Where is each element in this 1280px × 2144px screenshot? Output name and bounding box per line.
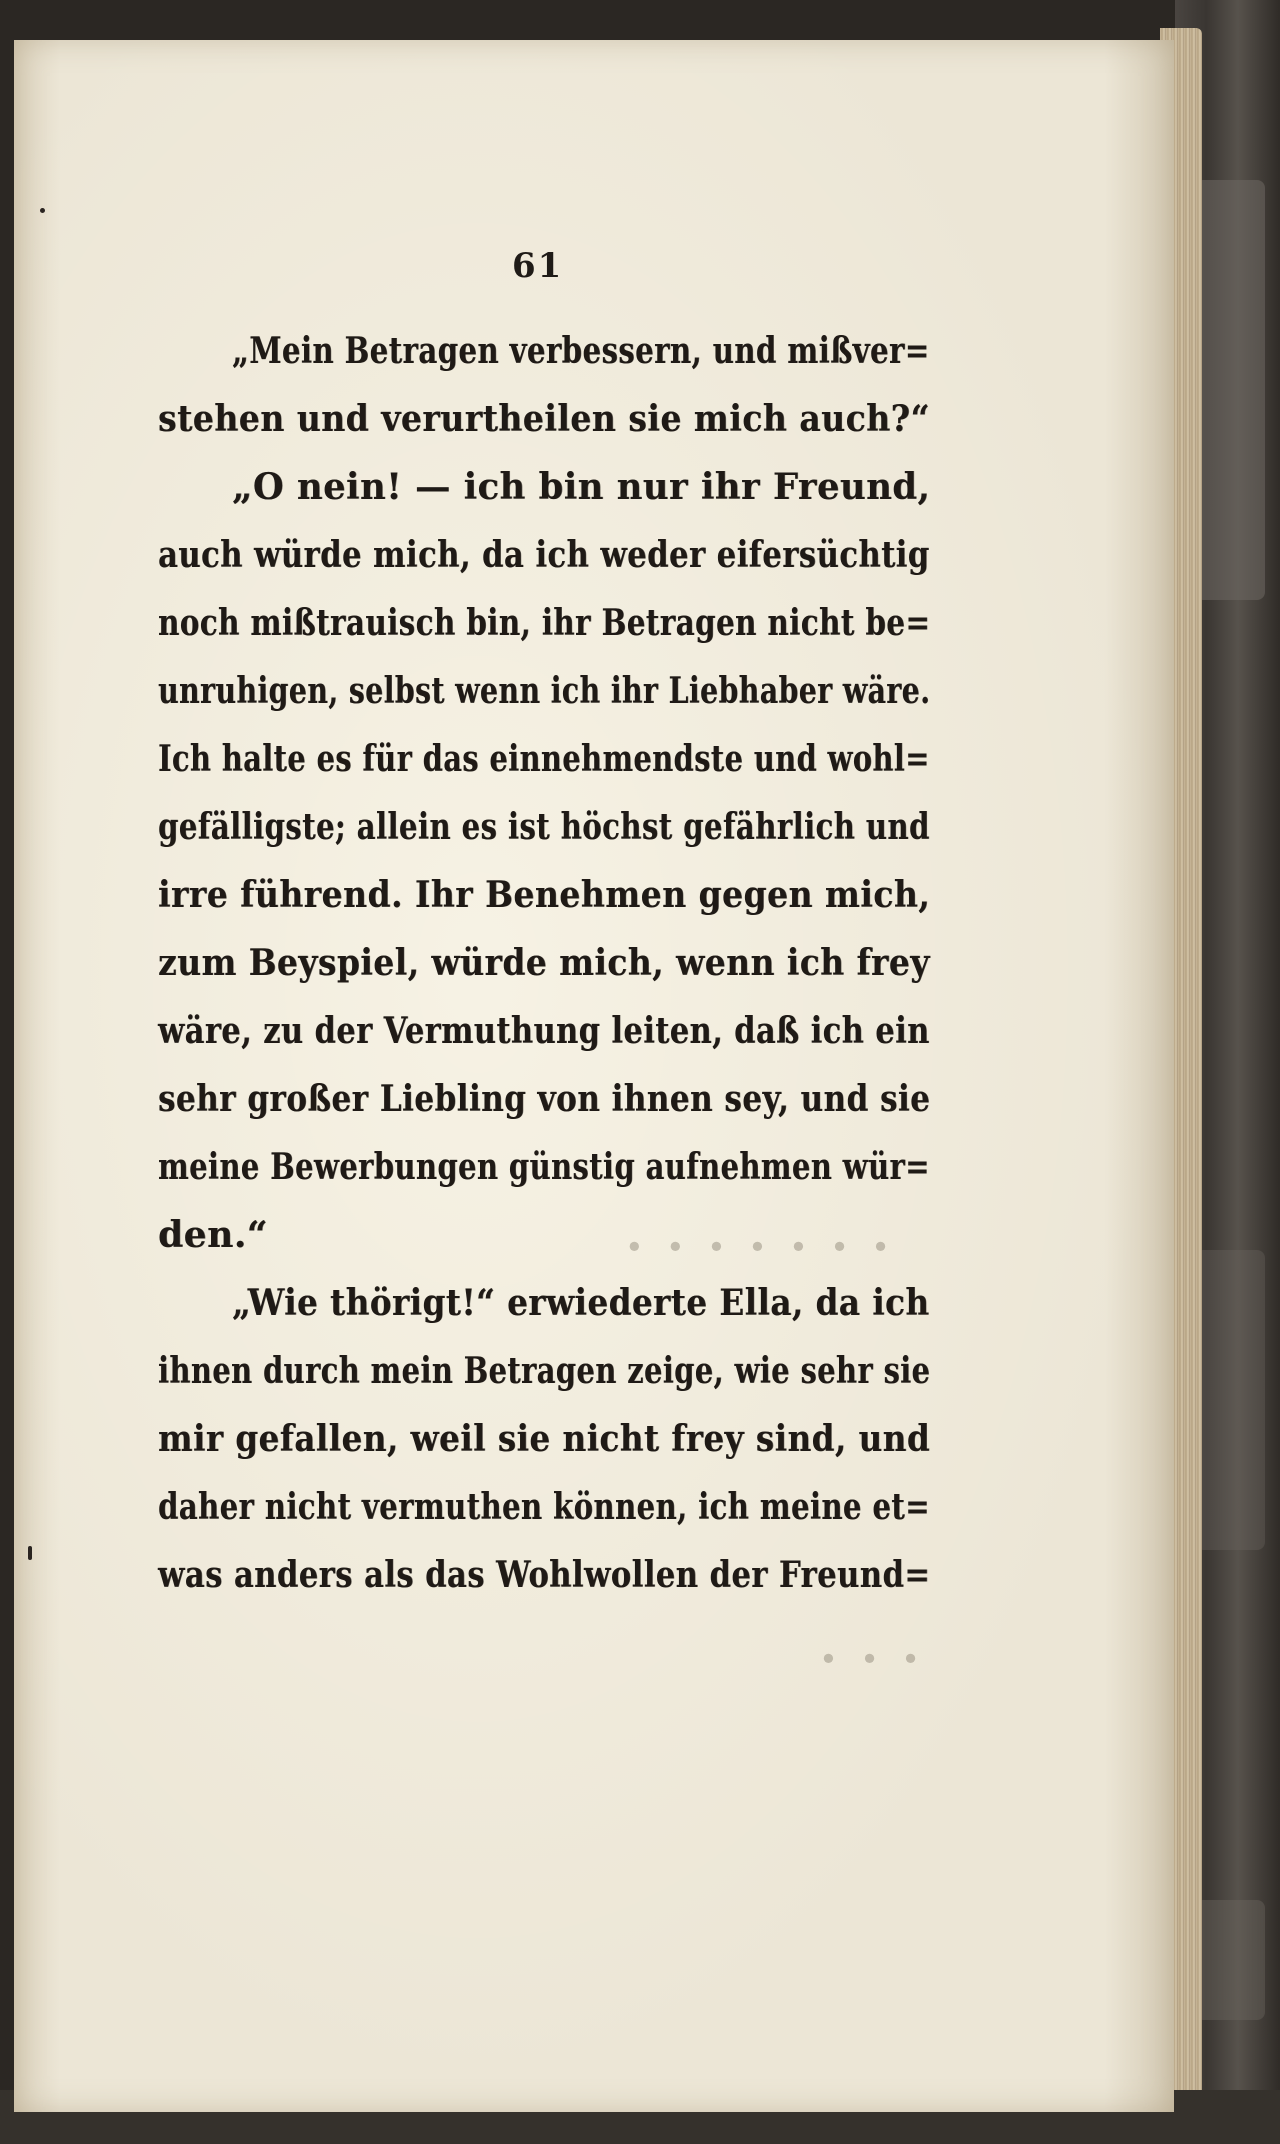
text-line: irre führend. Ihr Benehmen gegen mich, [158,874,931,916]
text-line: meine Bewerbungen günstig aufnehmen wür= [158,1146,930,1188]
text-line: noch mißtrauisch bin, ihr Betragen nicht be= [158,602,931,644]
text-line: zum Beyspiel, würde mich, wenn ich frey [158,942,930,984]
text-line: Ich halte es für das einnehmendste und wohl= [158,738,930,780]
text-line: gefälligste; allein es ist höchst gefährlich und [158,806,930,848]
text-line: mir gefallen, weil sie nicht frey sind, und [158,1418,931,1460]
text-line: „Mein Betragen verbessern, und mißver= [232,330,930,372]
text-line: unruhigen, selbst wenn ich ihr Liebhaber wäre. [158,670,931,712]
text-line: „O nein! — ich bin nur ihr Freund, [232,466,931,508]
page-number: 61 [512,246,564,286]
text-line: auch würde mich, da ich weder eifersüchtig [158,534,930,576]
paper-speck [40,208,45,213]
text-line: sehr großer Liebling von ihnen sey, und sie [158,1078,931,1120]
text-line: „Wie thörigt!“ erwiederte Ella, da ich [232,1282,930,1324]
text-line: stehen und verurtheilen sie mich auch?“ [158,398,930,440]
paper-speck [28,1546,32,1560]
text-line: wäre, zu der Vermuthung leiten, daß ich ein [158,1010,930,1052]
text-line: was anders als das Wohlwollen der Freund= [158,1554,931,1596]
show-through-text: • • • • • • • [618,1228,890,1266]
text-line: ihnen durch mein Betragen zeige, wie sehr sie [158,1350,931,1392]
text-line: den.“ [158,1214,268,1256]
text-line: daher nicht vermuthen können, ich meine et= [158,1486,930,1528]
show-through-text: • • • [813,1640,920,1678]
